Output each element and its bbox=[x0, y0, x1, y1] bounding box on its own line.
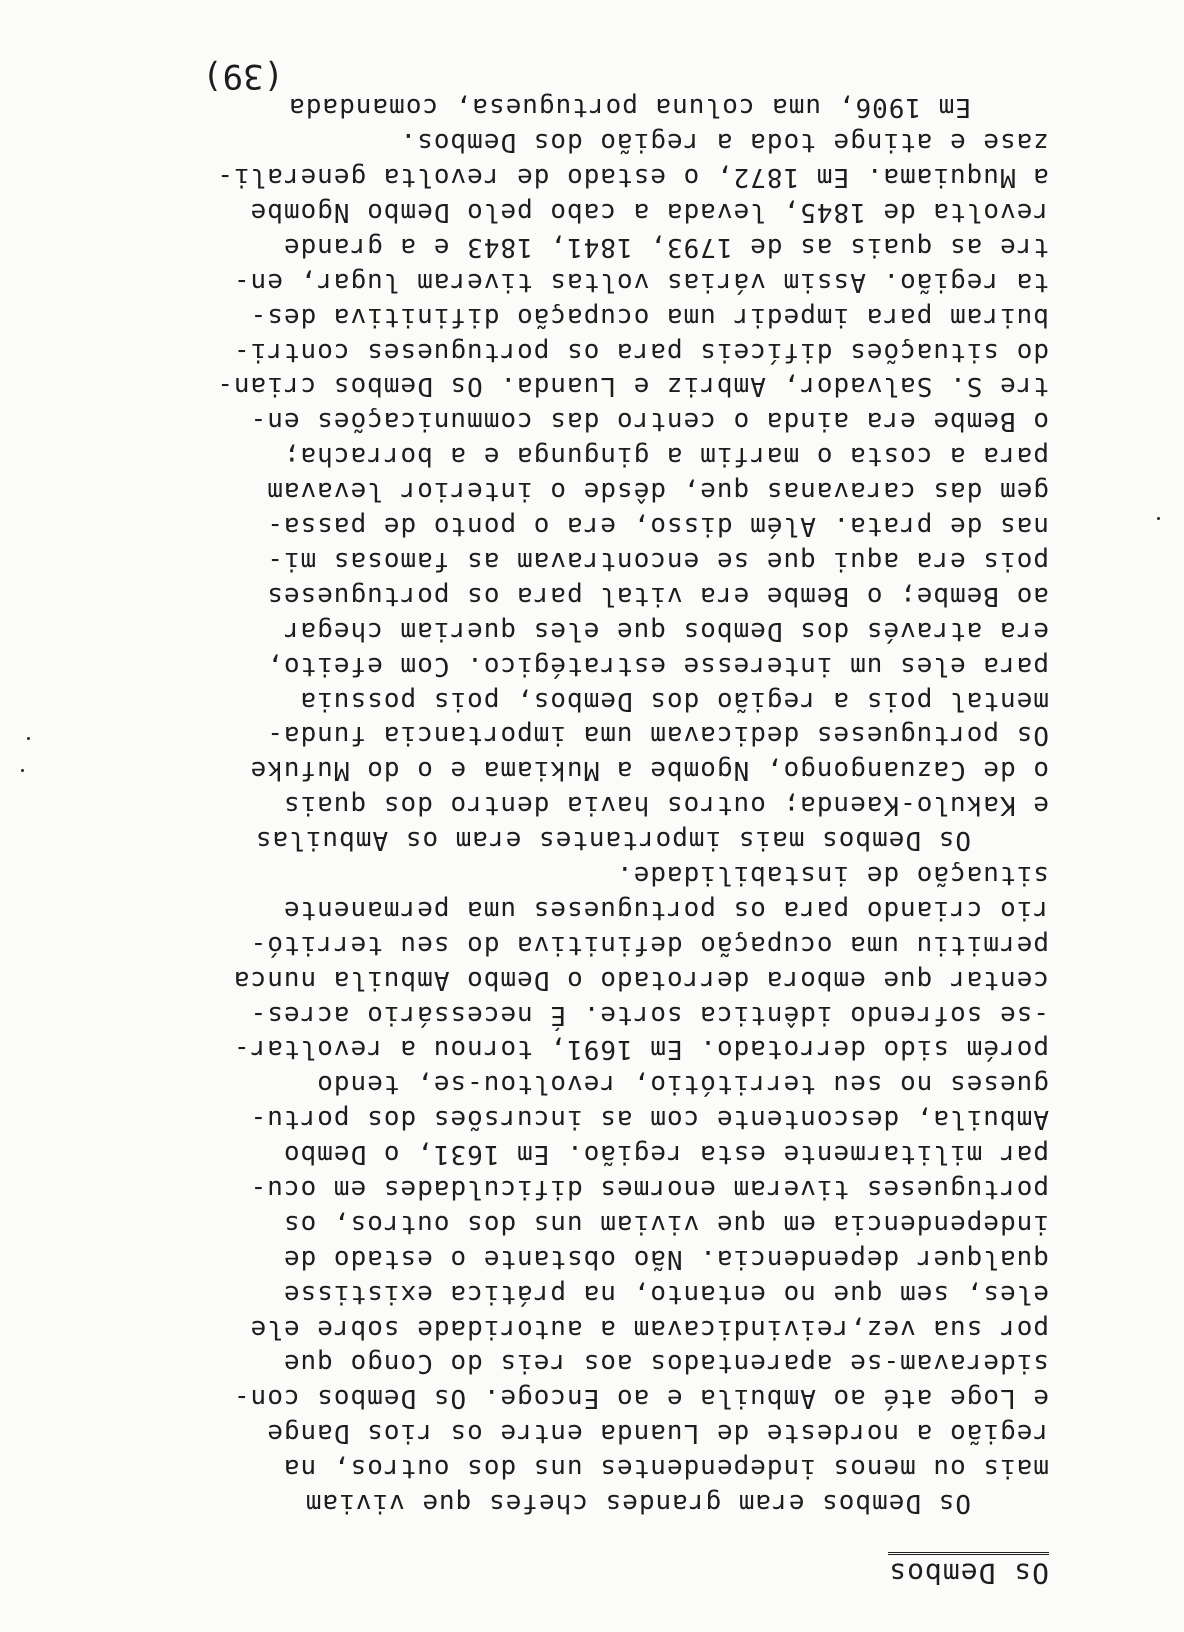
text-line: e Loge até ao Ambuila e ao Encoge. Os Dembos con- bbox=[232, 1383, 1049, 1414]
page-number: (39) bbox=[202, 56, 284, 96]
scan-speck bbox=[21, 769, 24, 772]
text-line: portugueses tiveram enormes dificuldades em ocu- bbox=[249, 1173, 1049, 1204]
text-line: mais ou menos independentes uns dos outros, na bbox=[282, 1453, 1049, 1484]
text-line: o Bembe era ainda o centro das communicações en- bbox=[249, 406, 1049, 437]
text-line: -se sofrendo idêntica sorte. É necessário acres- bbox=[249, 999, 1049, 1030]
text-line: ao Bembe; o Bembe era vital para os portugueses bbox=[266, 580, 1049, 611]
text-line: região a nordeste de Luanda entre os rios Dange bbox=[266, 1418, 1049, 1449]
text-line: porém sido derrotado. Em 1691, tornou a revoltar- bbox=[232, 1034, 1049, 1065]
text-line: tre as quais as de 1793, 1841, 1843 e a grande bbox=[282, 231, 1049, 262]
text-line: gem das caravanas que, dêsde o interior levavam bbox=[266, 476, 1049, 507]
text-line: e Kakulo-Kaenda; outros havia dentro dos quais bbox=[282, 790, 1049, 821]
text-line: independencia em que viviam uns dos outros, os bbox=[282, 1208, 1049, 1239]
scan-speck bbox=[1157, 517, 1160, 520]
text-line: nas de prata. Além disso, era o ponto de passa- bbox=[266, 511, 1049, 542]
text-line: por sua vez,reivindicavam a autoridade sobre ele bbox=[249, 1313, 1049, 1344]
text-line: eles, sem que no entanto, na prática existisse bbox=[282, 1278, 1049, 1309]
text-line: sideravam-se aparentados aos reis do Congo que bbox=[282, 1348, 1049, 1379]
text-line: o de Cazuangongo, Ngombe a Mukiama e o do Mufuke bbox=[249, 755, 1049, 786]
text-line: par militarmente esta região. Em 1631, o Dembo bbox=[282, 1139, 1049, 1170]
text-line: situação de instabilidade. bbox=[616, 859, 1049, 890]
text-line: mental pois a região dos Dembos, pois possuia bbox=[299, 685, 1049, 716]
text-line: Os portugueses dedicavam uma importancia funda- bbox=[266, 720, 1049, 751]
paragraph-3 bbox=[49, 89, 1049, 124]
text-line: permitiu uma ocupação definitiva do seu territó- bbox=[249, 929, 1049, 960]
text-line: centar que embora derrotado o Dembo Ambuila nunca bbox=[232, 964, 1049, 995]
text-line: Os Dembos eram grandes chefes que viviam bbox=[304, 1488, 971, 1518]
section-heading: Os Dembos bbox=[888, 1552, 1049, 1590]
paragraph-1 bbox=[49, 857, 1049, 1520]
text-line: pois era aqui que se encontravam as famosas mi- bbox=[266, 545, 1049, 576]
text-line: revolta de 1845, levada a cabo pelo Dembo Ngombe bbox=[249, 197, 1049, 228]
scan-speck bbox=[27, 737, 30, 740]
text-line: era através dos Dembos que eles queriam chegar bbox=[282, 615, 1049, 646]
text-line: tre S. Salvador, Ambriz e Luanda. Os Dembos crian- bbox=[216, 371, 1049, 402]
text-line: Ambuila, descontente com as incursões dos portu- bbox=[249, 1104, 1049, 1135]
text-line: ta região. Assim várias voltas tiveram lugar, en- bbox=[232, 266, 1049, 297]
text-line: a Muquiama. Em 1872, o estado de revolta generali- bbox=[216, 162, 1049, 193]
text-line: qualquer dependencia. Não obstante o estado de bbox=[282, 1243, 1049, 1274]
text-line: zase e atinge toda a região dos Dembos. bbox=[399, 127, 1049, 158]
typed-text-block bbox=[49, 89, 1049, 1590]
text-line: gueses no seu territótio, revoltou-se, tendo bbox=[316, 1069, 1049, 1100]
text-line: para eles um interesse estratégico. Com efeito, bbox=[266, 650, 1049, 681]
text-line: rio criando para os portugueses uma permanente bbox=[282, 894, 1049, 925]
text-line: Os Dembos mais importantes eram os Ambuilas bbox=[254, 825, 971, 856]
text-line: para a costa o marfim a gingunga e a borracha; bbox=[282, 441, 1049, 472]
text-line: do situações difíceis para os portugueses contri- bbox=[232, 336, 1049, 367]
paragraph-2 bbox=[49, 124, 1049, 857]
text-line: Em 1906, uma coluna portuguesa, comandada bbox=[288, 92, 971, 123]
text-line: buiram para impedir uma ocupação difinitiva des- bbox=[249, 301, 1049, 332]
